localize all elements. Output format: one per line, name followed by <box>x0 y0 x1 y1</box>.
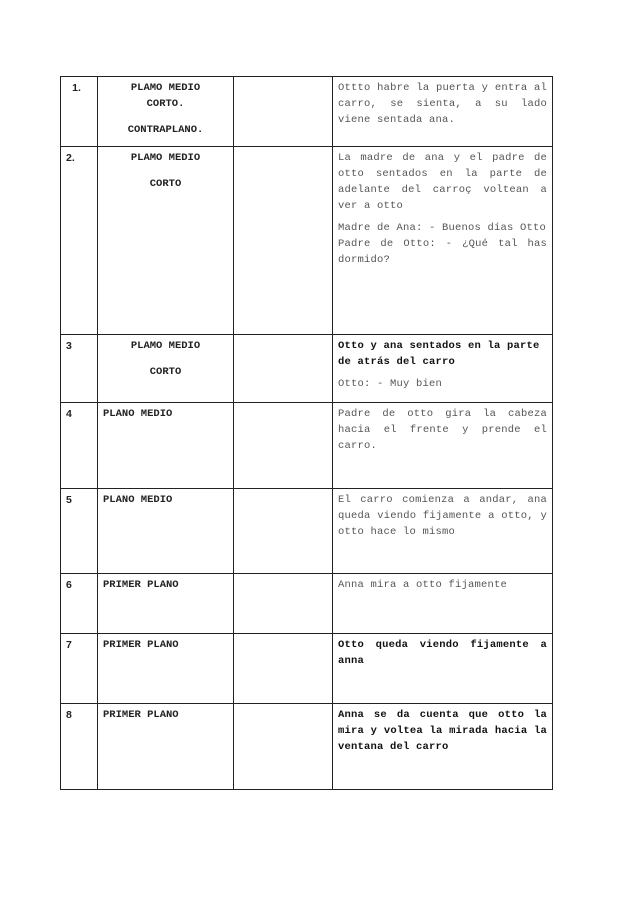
shot-blank-cell <box>234 704 333 790</box>
description-text: Otto: - Muy bien <box>338 378 443 390</box>
shot-description <box>333 704 553 790</box>
shot-plane <box>98 574 234 634</box>
shot-number: 5 <box>61 489 98 574</box>
description-text: La madre de ana y el padre de otto sentados en la parte de adelante del carroç voltean a ver a otto <box>338 152 547 212</box>
shot-blank-cell <box>234 147 333 335</box>
description-text: Madre de Ana: - Buenos días Otto <box>338 222 547 234</box>
plane-line: PLANO MEDIO <box>103 494 173 506</box>
table-row <box>61 574 553 634</box>
shot-blank-cell <box>234 77 333 147</box>
description-text: Anna se da cuenta que otto la mira y voltea la mirada hacia la ventana del carro <box>338 709 547 753</box>
shot-description <box>333 403 553 489</box>
shot-blank-cell <box>234 403 333 489</box>
plane-line: PRIMER PLANO <box>103 639 179 651</box>
table-row <box>61 489 553 574</box>
table-row <box>61 403 553 489</box>
table-row <box>61 147 553 335</box>
plane-line: PRIMER PLANO <box>103 709 179 721</box>
shot-plane <box>98 147 234 335</box>
shot-blank-cell <box>234 489 333 574</box>
description-text: Otto queda viendo fijamente a anna <box>338 639 547 667</box>
shot-description <box>333 634 553 704</box>
table-row <box>61 77 553 147</box>
shot-plane <box>98 634 234 704</box>
plane-line: PLANO MEDIO <box>103 408 173 420</box>
shot-description <box>333 147 553 335</box>
table-row <box>61 704 553 790</box>
shot-number: 4 <box>61 403 98 489</box>
plane-line: PRIMER PLANO <box>103 579 179 591</box>
shot-number: 2. <box>61 147 98 335</box>
shot-list-table <box>60 76 553 790</box>
shot-plane <box>98 403 234 489</box>
plane-line: CORTO <box>149 366 182 378</box>
shot-plane <box>98 704 234 790</box>
shot-plane <box>98 335 234 403</box>
description-text: Anna mira a otto fijamente <box>338 579 508 591</box>
plane-line: PLAMO MEDIO <box>130 82 201 94</box>
plane-line: CORTO <box>149 178 182 190</box>
shot-blank-cell <box>234 574 333 634</box>
description-text: Ottto habre la puerta y entra al carro, se sienta, a su lado viene sentada ana. <box>338 82 547 126</box>
shot-description <box>333 489 553 574</box>
shot-blank-cell <box>234 634 333 704</box>
table-row <box>61 634 553 704</box>
shot-number: 7 <box>61 634 98 704</box>
shot-plane <box>98 489 234 574</box>
plane-line: CORTO. <box>146 98 185 110</box>
description-text: Otto y ana sentados en la parte de atrás del carro <box>338 340 540 368</box>
plane-line: PLAMO MEDIO <box>130 340 201 352</box>
shot-blank-cell <box>234 335 333 403</box>
plane-line: PLAMO MEDIO <box>130 152 201 164</box>
description-text: Padre de otto gira la cabeza hacia el frente y prende el carro. <box>338 408 547 452</box>
shot-number: 1. <box>61 77 98 147</box>
shot-number: 8 <box>61 704 98 790</box>
shot-description <box>333 574 553 634</box>
shot-plane <box>98 77 234 147</box>
table-row <box>61 335 553 403</box>
shot-number: 3 <box>61 335 98 403</box>
description-text: El carro comienza a andar, ana queda viendo fijamente a otto, y otto hace lo mismo <box>338 494 547 538</box>
shot-description <box>333 335 553 403</box>
shot-number: 6 <box>61 574 98 634</box>
description-text: Padre de Otto: - ¿Qué tal has dormido? <box>338 238 547 266</box>
shot-description <box>333 77 553 147</box>
plane-line: CONTRAPLANO. <box>127 124 204 136</box>
